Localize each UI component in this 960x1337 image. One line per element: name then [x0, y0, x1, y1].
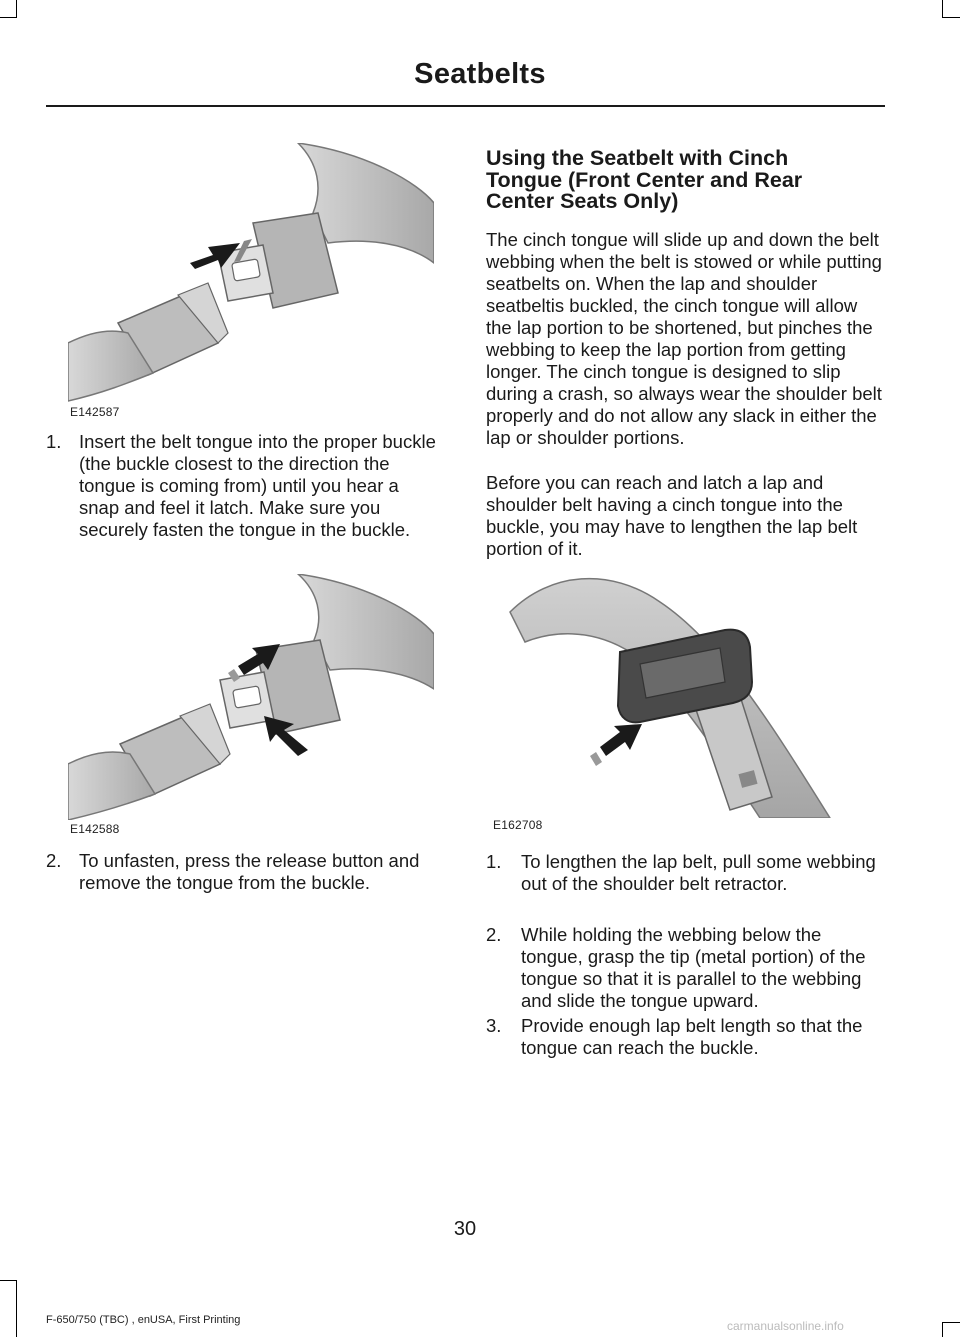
crop-mark: [16, 1280, 17, 1337]
step-text: Insert the belt tongue into the proper buckle (the buckle closest to the direction the tongue is coming from) until you hear a snap and feel it latch. Make sure you securely fasten the tongue in the buckle.: [79, 431, 436, 540]
figure-cinch-tongue: [490, 572, 846, 818]
section-heading: Using the Seatbelt with Cinch Tongue (Front Center and Rear Center Seats Only): [486, 146, 803, 213]
step-number: 2.: [486, 924, 502, 945]
page-title: Seatbelts: [414, 58, 546, 90]
crop-mark: [942, 0, 943, 18]
paragraph: Before you can reach and latch a lap and shoulder belt having a cinch tongue into the buckle, you may have to lengthen the lap belt portion of it.: [486, 472, 858, 559]
paragraph: The cinch tongue will slide up and down the belt webbing when the belt is stowed or while putting seatbelts on. When the lap and shoulder seatbeltis buckled, the cinch tongue will allow the lap portion to be shortened, but pinches the webbing to keep the lap portion from getting longer. The cinch tongue is designed to slip during a crash, so always wear the shoulder belt properly and do not allow any slack in either the lap or shoulder portions.: [486, 229, 882, 448]
step-number: 1.: [46, 431, 62, 452]
seatbelt-release-illustration: [68, 574, 434, 820]
crop-mark: [0, 17, 17, 18]
page-number: 30: [453, 1218, 477, 1240]
list-item: [486, 1015, 884, 1059]
list-item: [486, 924, 884, 1012]
crop-mark: [942, 17, 960, 18]
crop-mark: [942, 1322, 960, 1323]
footer-text: F-650/750 (TBC) , enUSA, First Printing: [46, 1314, 241, 1326]
step-text: To unfasten, press the release button and remove the tongue from the buckle.: [79, 850, 420, 893]
list-item: [46, 431, 440, 541]
crop-mark: [0, 1280, 17, 1281]
step-number: 3.: [486, 1015, 502, 1036]
seatbelt-insert-illustration: [68, 143, 434, 403]
figure-code: E142588: [70, 822, 120, 836]
watermark: carmanualsonline.info: [727, 1319, 844, 1333]
step-text: While holding the webbing below the tongue, grasp the tip (metal portion) of the tongue so that it is parallel to the webbing and slide the tongue upward.: [521, 924, 866, 1011]
step-number: 2.: [46, 850, 62, 871]
header-divider: [46, 105, 885, 107]
figure-seatbelt-insert: [68, 143, 434, 403]
list-item: [46, 850, 440, 894]
step-number: 1.: [486, 851, 502, 872]
crop-mark: [942, 1322, 943, 1337]
step-text: To lengthen the lap belt, pull some webbing out of the shoulder belt retractor.: [521, 851, 876, 894]
step-text: Provide enough lap belt length so that the tongue can reach the buckle.: [521, 1015, 863, 1058]
crop-mark: [16, 0, 17, 18]
figure-code: E162708: [493, 818, 543, 832]
cinch-tongue-illustration: [490, 572, 846, 818]
figure-seatbelt-release: [68, 574, 434, 820]
list-item: [486, 851, 884, 895]
figure-code: E142587: [70, 405, 120, 419]
